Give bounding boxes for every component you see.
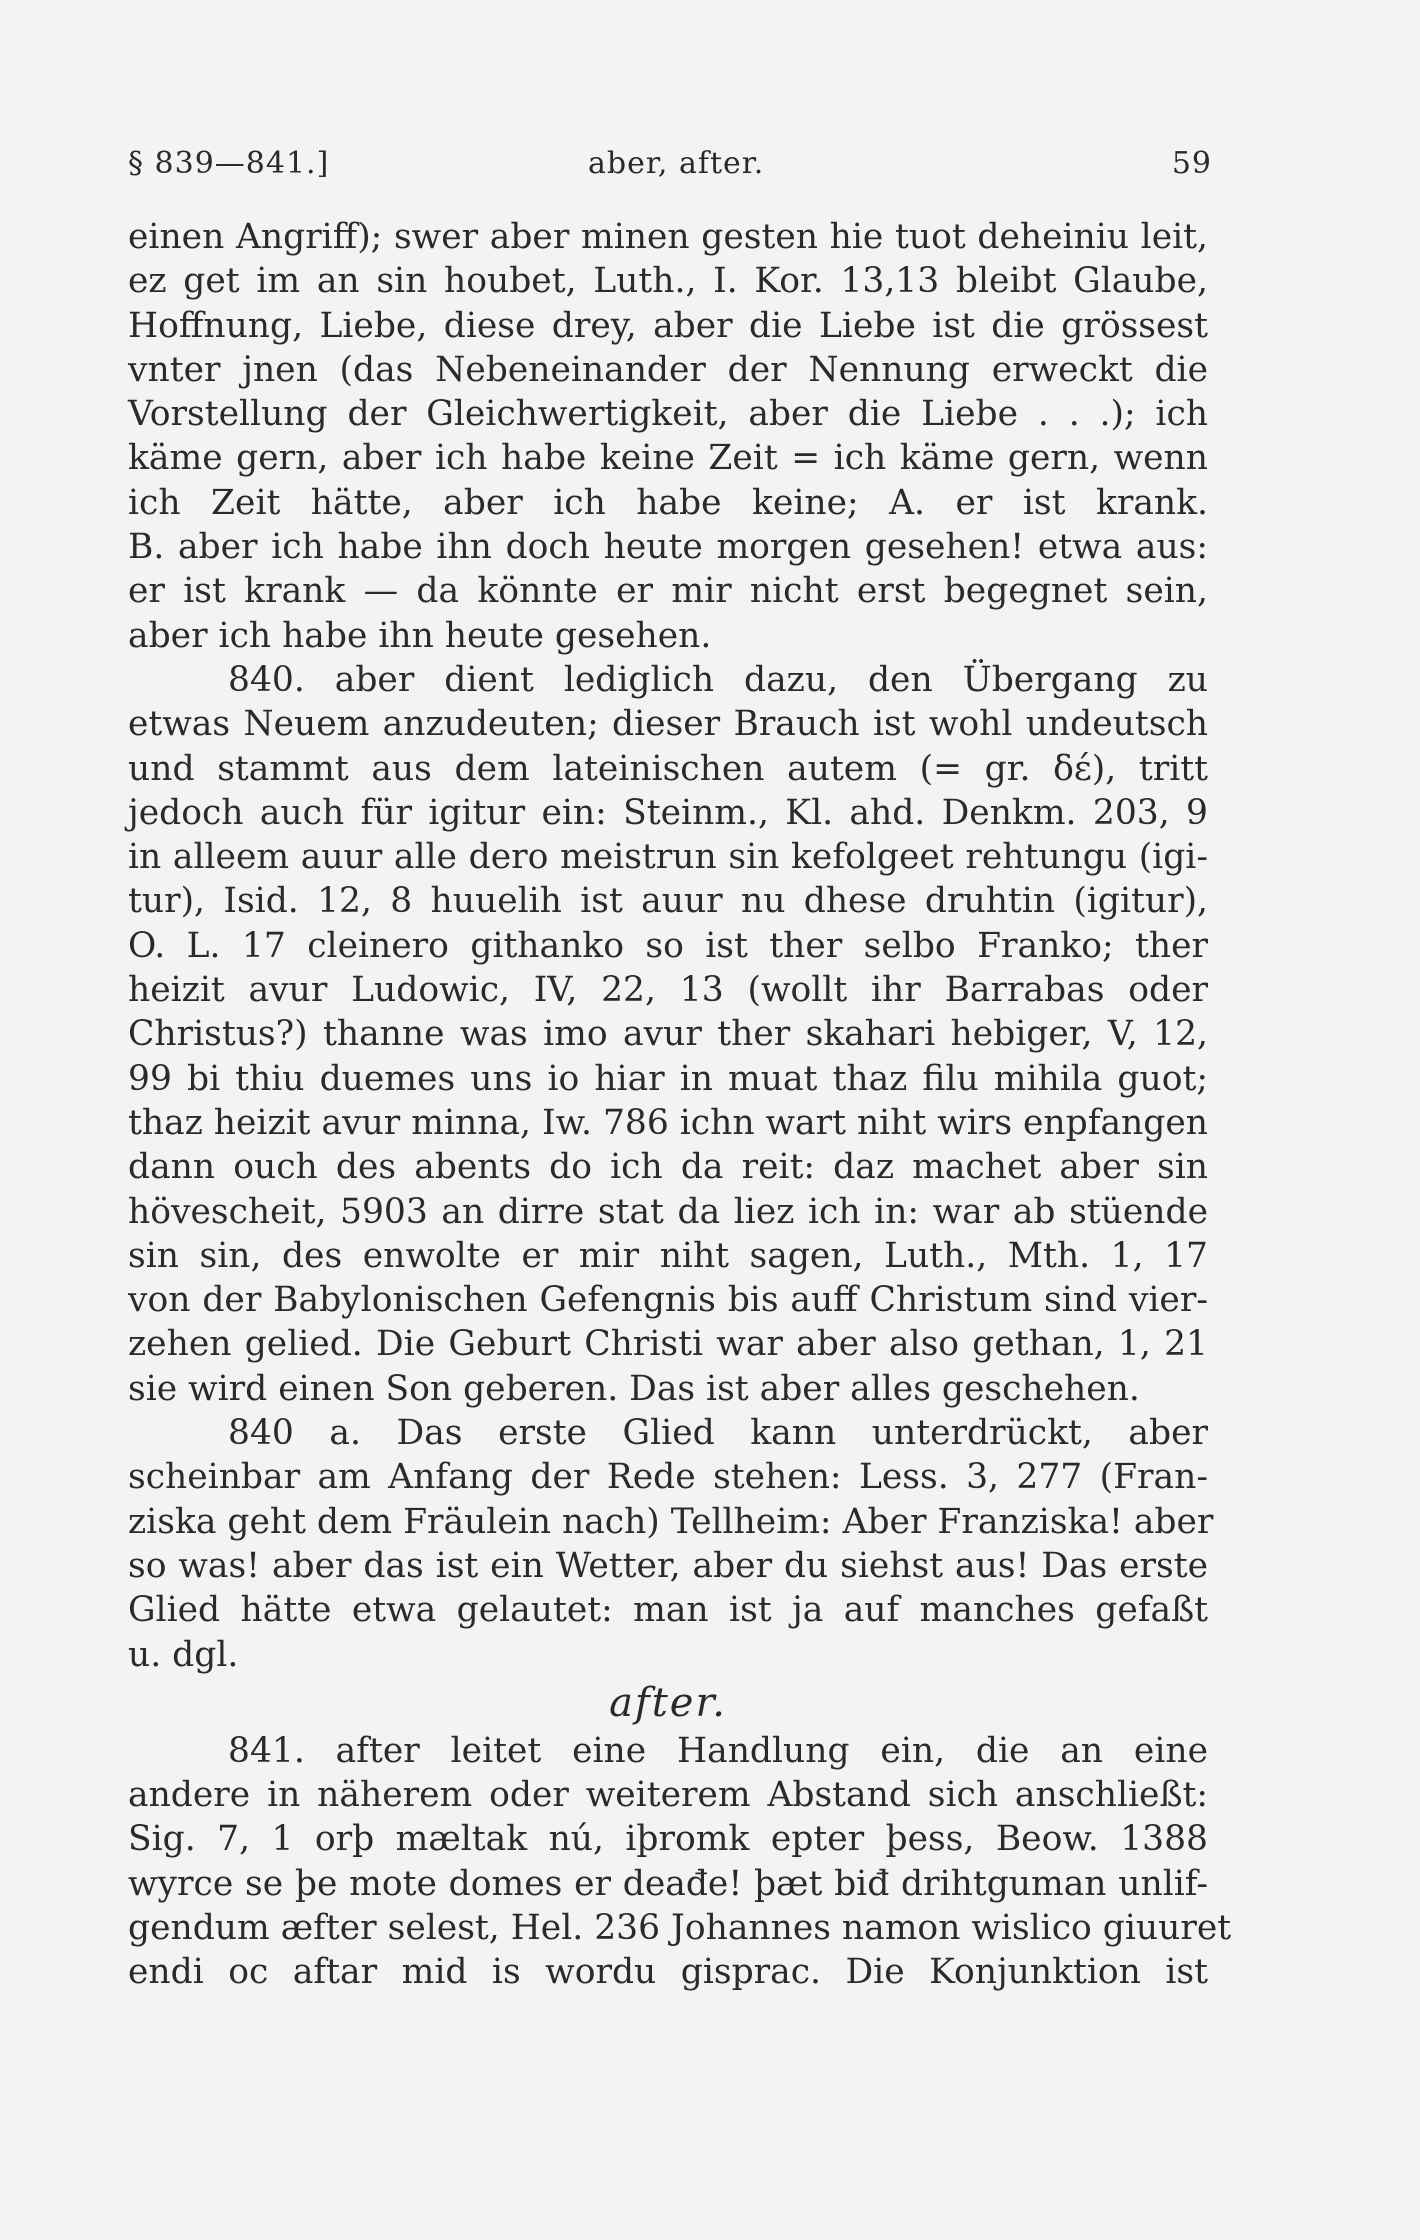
text-line: aber ich habe ihn heute gesehen. [128,615,712,656]
text-line: B. aber ich habe ihn doch heute morgen gesehen! etwa aus: [128,527,1208,568]
section-heading-after: after. [609,1679,727,1726]
text-line: gendum æfter selest, Hel. 236 Johannes namon wislico giuuret [128,1907,1232,1948]
text-line: 99 bi thiu duemes uns io hiar in muat thaz filu mihila guot; [128,1058,1208,1099]
text-line: wyrce se þe mote domes er deađe! þæt biđ drihtguman unlif- [128,1863,1208,1904]
text-line: scheinbar am Anfang der Rede stehen: Less. 3, 277 (Fran- [128,1457,1208,1498]
text-line: andere in näherem oder weiterem Abstand sich anschließt: [128,1775,1208,1816]
text-line: ziska geht dem Fräulein nach) Tellheim: Aber Franziska! aber [128,1501,1214,1542]
text-line: thaz heizit avur minna, Iw. 786 ichn wart niht wirs enpfangen [128,1102,1208,1143]
text-line: heizit avur Ludowic, IV, 22, 13 (wollt ihr Barrabas oder [128,970,1208,1011]
text-line: und stammt aus dem lateinischen autem (= gr. δέ), tritt [128,748,1208,789]
text-line: dann ouch des abents do ich da reit: daz machet aber sin [128,1147,1208,1188]
text-line: in alleem auur alle dero meistrun sin kefolgeet rehtungu (igi- [128,837,1208,878]
section-range: § 839—841.] [128,146,330,181]
text-line: Glied hätte etwa gelautet: man ist ja auf manches gefaßt [128,1590,1208,1631]
text-line: ich Zeit hätte, aber ich habe keine; A. er ist krank. [128,482,1208,523]
text-line: so was! aber das ist ein Wetter, aber du siehst aus! Das erste [128,1545,1208,1586]
text-line: jedoch auch für igitur ein: Steinm., Kl. ahd. Denkm. 203, 9 [128,792,1208,833]
running-header [128,146,1212,190]
text-line: sin sin, des enwolte er mir niht sagen, Luth., Mth. 1, 17 [128,1235,1208,1276]
text-line: Sig. 7, 1 orþ mæltak nú, iþromk epter þess, Beow. 1388 [128,1819,1208,1860]
text-line: Hoffnung, Liebe, diese drey, aber die Liebe ist die grössest [128,305,1208,346]
text-line: Christus?) thanne was imo avur ther skahari hebiger, V, 12, [128,1014,1208,1055]
text-line: käme gern, aber ich habe keine Zeit = ich käme gern, wenn [128,438,1208,479]
text-line: hövescheit, 5903 an dirre stat da liez ich in: war ab stüende [128,1191,1208,1232]
text-line: O. L. 17 cleinero githanko so ist ther selbo Franko; ther [128,925,1208,966]
text-line: von der Babylonischen Gefengnis bis auff Christum sind vier- [128,1280,1208,1321]
text-line: Vorstellung der Gleichwertigkeit, aber die Liebe . . .); ich [128,394,1208,435]
text-line: ez get im an sin houbet, Luth., I. Kor. 13,13 bleibt Glaube, [128,261,1208,302]
body-text [128,215,1232,1995]
paragraph-840-start: 840. aber dient lediglich dazu, den Übergang zu [228,659,1208,700]
text-line: tur), Isid. 12, 8 huuelih ist auur nu dhese druhtin (igitur), [128,881,1208,922]
text-line: er ist krank — da könnte er mir nicht erst begegnet sein, [128,571,1208,612]
text-line: zehen gelied. Die Geburt Christi war aber also gethan, 1, 21 [128,1324,1208,1365]
page-number: 59 [1171,146,1212,181]
text-line: u. dgl. [128,1634,239,1675]
paragraph-841-start: 841. after leitet eine Handlung ein, die an eine [228,1730,1208,1771]
running-title: aber, after. [588,146,765,181]
text-line: sie wird einen Son geberen. Das ist aber alles geschehen. [128,1368,1140,1409]
text-line: vnter jnen (das Nebeneinander der Nennung erweckt die [128,349,1208,390]
text-line: etwas Neuem anzudeuten; dieser Brauch ist wohl undeutsch [128,704,1208,745]
text-line: endi oc aftar mid is wordu gisprac. Die Konjunktion ist [128,1952,1208,1993]
text-line: einen Angriff); swer aber minen gesten hie tuot deheiniu leit, [128,217,1208,257]
paragraph-840a-start: 840 a. Das erste Glied kann unterdrückt, aber [228,1413,1208,1454]
